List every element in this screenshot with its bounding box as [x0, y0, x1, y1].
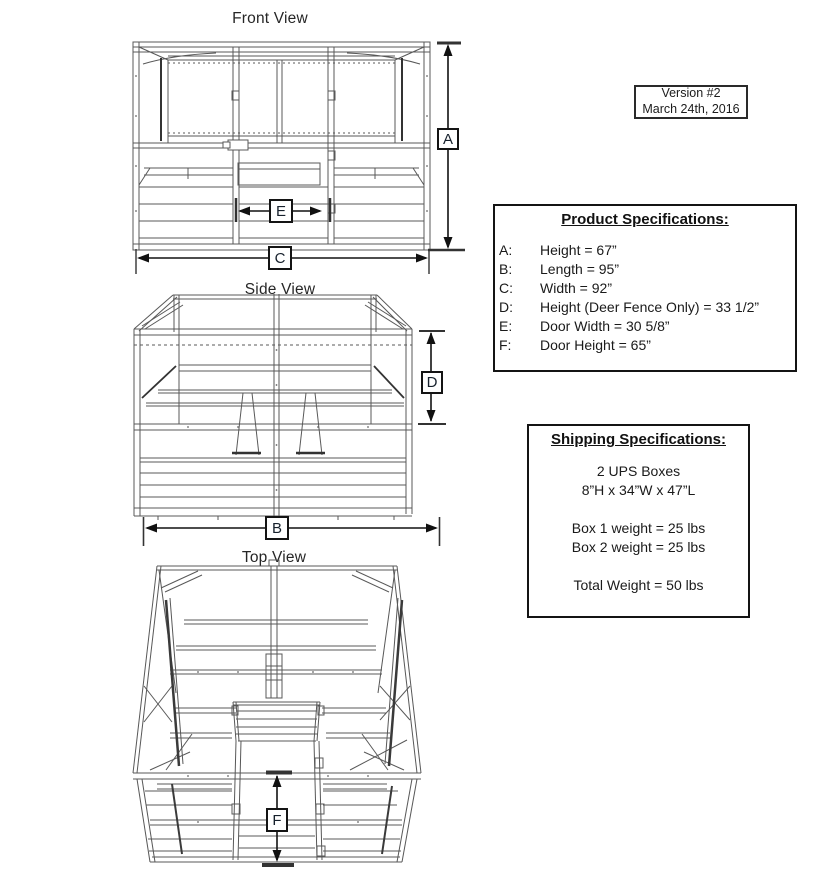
spec-row-a	[495, 241, 795, 260]
dim-label-f: F	[266, 808, 288, 832]
dim-label-b: B	[265, 516, 289, 540]
spec-value: Width = 92”	[540, 280, 612, 296]
version-date: March 24th, 2016	[642, 102, 740, 116]
spec-key: C:	[499, 280, 513, 296]
product-specs-list	[495, 241, 795, 355]
dim-label-c: C	[268, 246, 292, 270]
product-specs-box	[493, 204, 797, 372]
spec-value: Length = 95”	[540, 261, 620, 277]
side-view-title: Side View	[244, 281, 316, 298]
spec-row-c	[495, 279, 795, 298]
spec-key: D:	[499, 299, 513, 315]
spec-row-b	[495, 260, 795, 279]
dim-label-d: D	[421, 371, 443, 394]
spec-key: B:	[499, 261, 513, 277]
shipping-box-dimensions: 8”H x 34”W x 47”L	[581, 482, 696, 498]
spec-value: Height (Deer Fence Only) = 33 1/2”	[540, 299, 760, 315]
front-view-drawing	[128, 36, 434, 258]
spec-value: Door Height = 65”	[540, 337, 651, 353]
spec-row-e	[495, 317, 795, 336]
spec-value: Height = 67”	[540, 242, 617, 258]
front-view-title: Front View	[232, 10, 308, 27]
version-box	[634, 85, 748, 119]
version-number: Version #2	[661, 86, 721, 101]
shipping-specs-title: Shipping Specifications:	[550, 431, 726, 448]
shipping-boxes-count: 2 UPS Boxes	[596, 463, 681, 479]
top-view-title: Top View	[241, 549, 307, 566]
shipping-total-weight: Total Weight = 50 lbs	[573, 577, 704, 593]
spec-value: Door Width = 30 5/8”	[540, 318, 670, 334]
spec-key: F:	[499, 337, 512, 353]
dim-label-e: E	[269, 199, 293, 223]
spec-key: E:	[499, 318, 513, 334]
shipping-box1-weight: Box 1 weight = 25 lbs	[571, 520, 706, 536]
shipping-specs-box	[527, 424, 750, 618]
side-view-drawing	[128, 290, 440, 530]
spec-row-f	[495, 336, 795, 355]
dim-label-a: A	[437, 128, 459, 150]
spec-key: A:	[499, 242, 513, 258]
product-specs-title: Product Specifications:	[561, 211, 729, 228]
spec-row-d	[495, 298, 795, 317]
shipping-box2-weight: Box 2 weight = 25 lbs	[571, 539, 706, 555]
